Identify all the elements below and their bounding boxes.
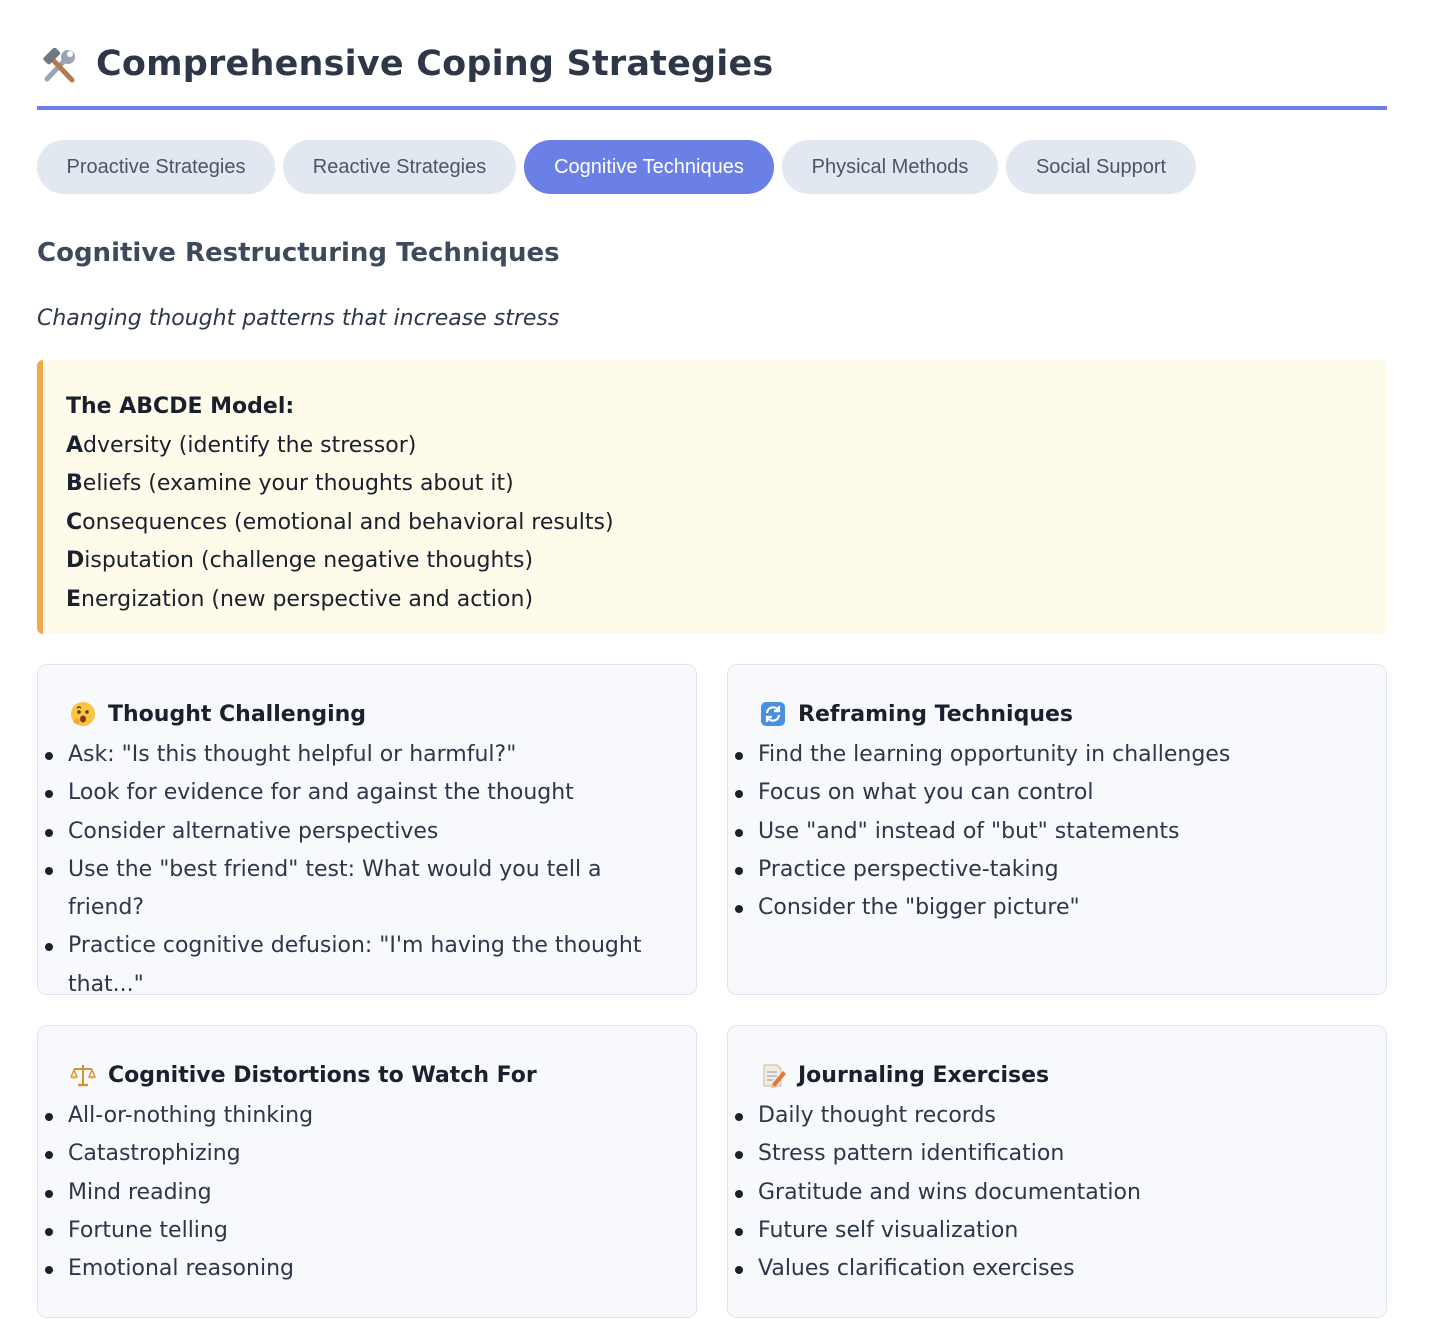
tab-reactive-strategies[interactable]: Reactive Strategies (283, 140, 516, 194)
balance-scale-icon (70, 1062, 96, 1088)
list-item: Mind reading (68, 1174, 676, 1212)
card-thought-challenging (37, 664, 697, 995)
list-item: Future self visualization (758, 1212, 1366, 1250)
list-item: Daily thought records (758, 1097, 1366, 1135)
memo-pencil-icon (760, 1062, 786, 1088)
card-header (70, 701, 366, 727)
card-list (758, 1097, 1366, 1288)
model-letter: E (66, 586, 82, 612)
card-header (760, 701, 1073, 727)
card-header (760, 1062, 1049, 1088)
card-journaling-exercises (727, 1025, 1387, 1318)
refresh-arrows-icon (760, 701, 786, 727)
page-title: Comprehensive Coping Strategies (96, 44, 774, 84)
card-list (758, 736, 1366, 927)
model-text: isputation (challenge negative thoughts) (84, 548, 534, 573)
list-item: Focus on what you can control (758, 774, 1366, 812)
model-line-a (66, 427, 1387, 466)
card-title: Reframing Techniques (798, 701, 1073, 727)
list-item: Stress pattern identification (758, 1135, 1366, 1173)
model-letter: C (66, 509, 83, 535)
model-line-d (66, 542, 1387, 581)
card-cognitive-distortions (37, 1025, 697, 1318)
card-title: Thought Challenging (108, 701, 367, 727)
list-item: Look for evidence for and against the thought (68, 774, 676, 812)
tab-physical-methods[interactable]: Physical Methods (782, 140, 998, 194)
model-text: nergization (new perspective and action) (81, 586, 534, 612)
list-item: Practice cognitive defusion: "I'm having the thought that..." (68, 927, 676, 1004)
model-text: onsequences (emotional and behavioral results) (82, 509, 614, 535)
card-title: Cognitive Distortions to Watch For (108, 1062, 537, 1088)
model-line-c (66, 504, 1387, 543)
model-title: The ABCDE Model: (66, 394, 295, 419)
card-reframing-techniques (727, 664, 1387, 995)
list-item: Fortune telling (68, 1212, 676, 1250)
list-item: Catastrophizing (68, 1135, 676, 1173)
card-list (68, 1097, 676, 1288)
model-text: dversity (identify the stressor) (83, 432, 417, 458)
section-subtitle: Changing thought patterns that increase stress (37, 306, 560, 331)
tab-social-support[interactable]: Social Support (1006, 140, 1196, 194)
model-line-b (66, 465, 1387, 504)
model-text: eliefs (examine your thoughts about it) (82, 471, 514, 496)
section-title: Cognitive Restructuring Techniques (37, 238, 560, 268)
list-item: Gratitude and wins documentation (758, 1174, 1366, 1212)
tab-cognitive-techniques[interactable]: Cognitive Techniques (524, 140, 774, 194)
list-item: Practice perspective-taking (758, 851, 1366, 889)
page-header (37, 38, 1387, 110)
model-line-e (66, 581, 1387, 620)
list-item: All-or-nothing thinking (68, 1097, 676, 1135)
model-letter: B (66, 471, 83, 496)
list-item: Use the "best friend" test: What would you tell a friend? (68, 851, 676, 928)
list-item: Find the learning opportunity in challenges (758, 736, 1366, 774)
model-letter: D (66, 548, 85, 573)
list-item: Ask: "Is this thought helpful or harmful?" (68, 736, 676, 774)
list-item: Emotional reasoning (68, 1250, 676, 1288)
thinking-face-icon (70, 701, 96, 727)
list-item: Values clarification exercises (758, 1250, 1366, 1288)
card-title: Journaling Exercises (798, 1062, 1050, 1088)
card-header (70, 1062, 537, 1088)
model-letter: A (66, 432, 84, 458)
tab-proactive-strategies[interactable]: Proactive Strategies (37, 140, 275, 194)
hammer-and-wrench-icon (39, 48, 81, 84)
list-item: Consider the "bigger picture" (758, 889, 1366, 927)
list-item: Consider alternative perspectives (68, 813, 676, 851)
abcde-model-box (37, 360, 1387, 634)
card-list (68, 736, 676, 1004)
list-item: Use "and" instead of "but" statements (758, 813, 1366, 851)
